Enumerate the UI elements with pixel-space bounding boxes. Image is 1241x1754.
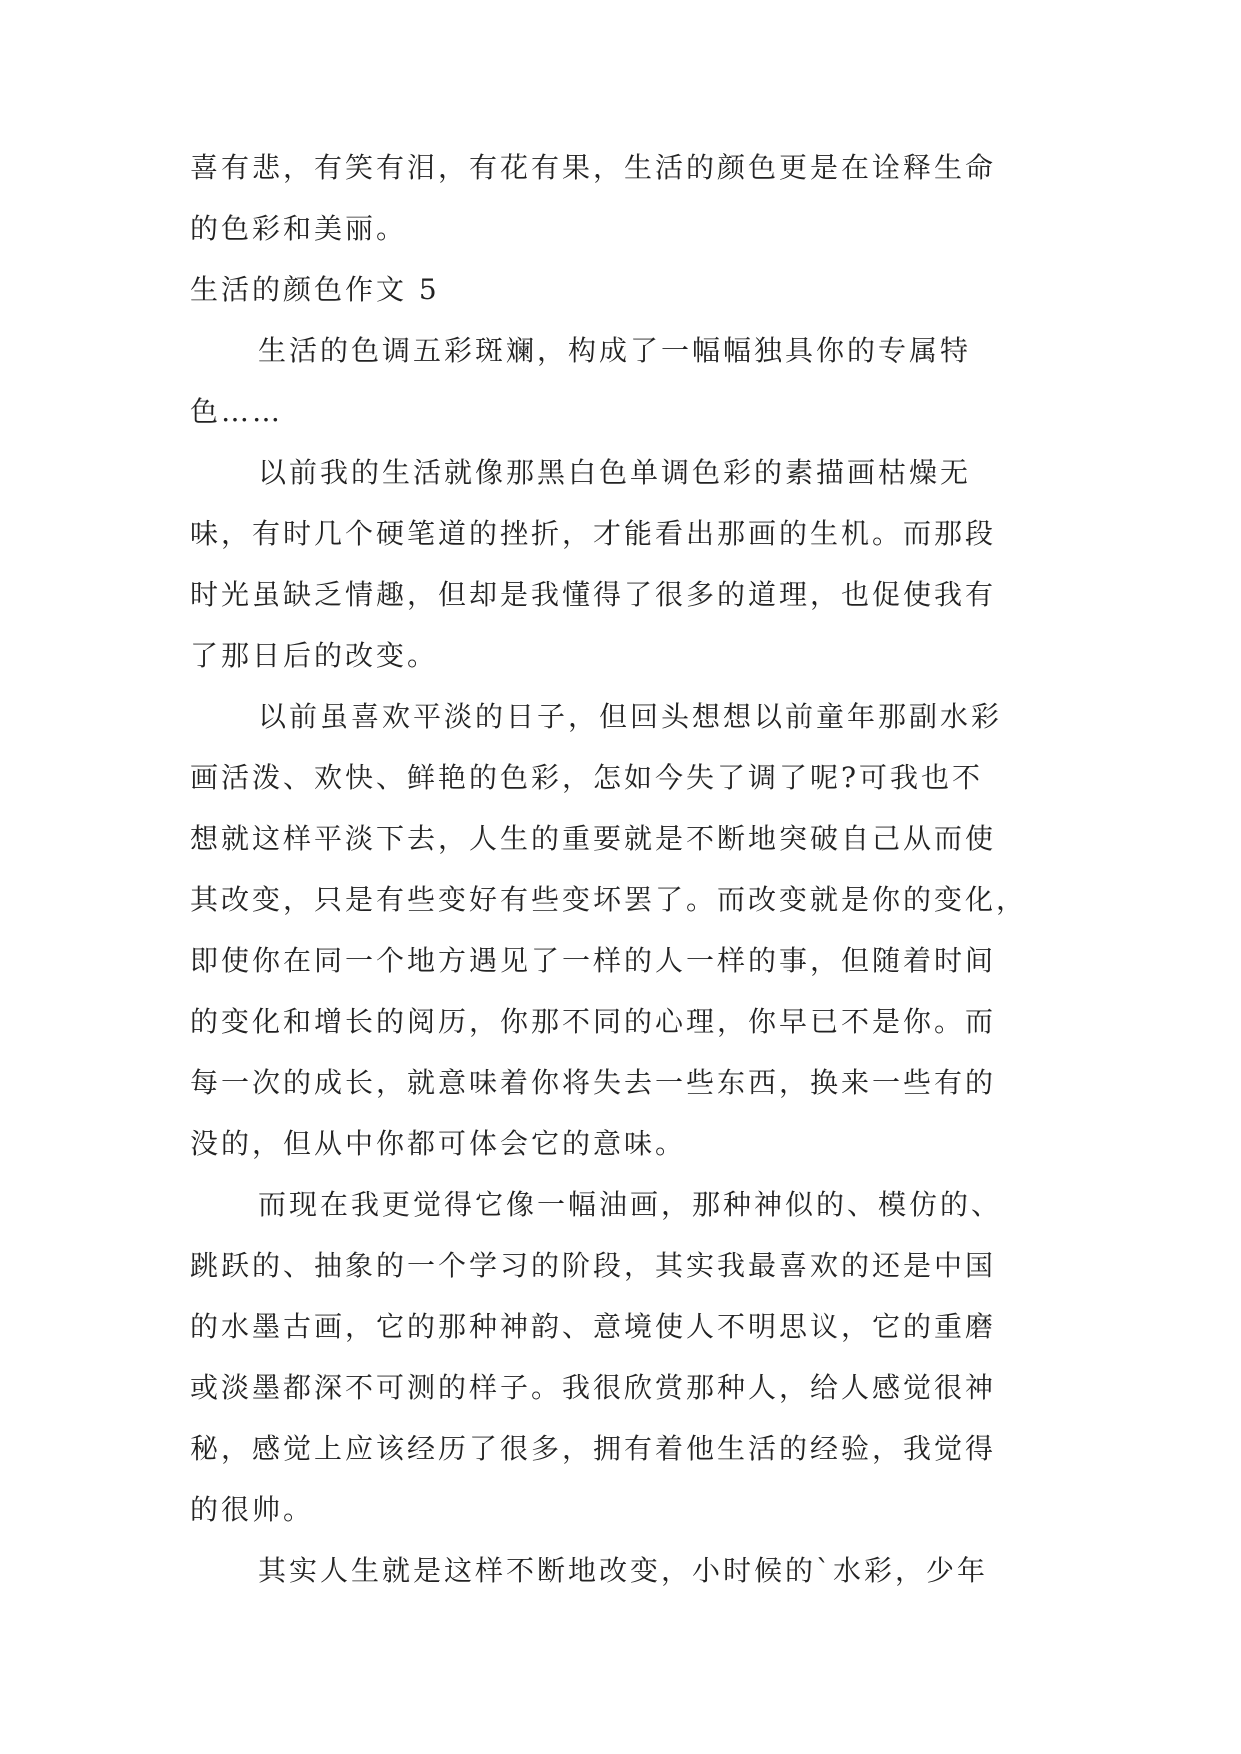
text-line: 的很帅。 — [190, 1493, 315, 1526]
text-line: 生活的色调五彩斑斓，构成了一幅幅独具你的专属特 — [258, 334, 972, 367]
text-line: 的变化和增长的阅历，你那不同的心理，你早已不是你。而 — [190, 1005, 997, 1038]
text-line: 或淡墨都深不可测的样子。我很欣赏那种人，给人感觉很神 — [190, 1371, 997, 1404]
text-line: 以前我的生活就像那黑白色单调色彩的素描画枯燥无 — [258, 456, 972, 489]
text-line: 秘，感觉上应该经历了很多，拥有着他生活的经验，我觉得 — [190, 1432, 997, 1465]
text-line: 的水墨古画，它的那种神韵、意境使人不明思议，它的重磨 — [190, 1310, 997, 1343]
text-line: 的色彩和美丽。 — [190, 212, 408, 245]
text-line: 以前虽喜欢平淡的日子，但回头想想以前童年那副水彩 — [258, 700, 1003, 733]
text-line: 跳跃的、抽象的一个学习的阶段，其实我最喜欢的还是中国 — [190, 1249, 997, 1282]
text-line: 每一次的成长，就意味着你将失去一些东西，换来一些有的 — [190, 1066, 997, 1099]
text-line: 喜有悲，有笑有泪，有花有果，生活的颜色更是在诠释生命 — [190, 151, 997, 184]
section-heading: 生活的颜色作文 5 — [190, 273, 440, 306]
text-line: 时光虽缺乏情趣，但却是我懂得了很多的道理，也促使我有 — [190, 578, 997, 611]
text-line: 其实人生就是这样不断地改变，小时候的`水彩，少年 — [258, 1554, 989, 1587]
text-line: 即使你在同一个地方遇见了一样的人一样的事，但随着时间 — [190, 944, 997, 977]
text-line: 了那日后的改变。 — [190, 639, 439, 672]
text-line: 色…… — [190, 395, 284, 428]
text-line: 想就这样平淡下去，人生的重要就是不断地突破自己从而使 — [190, 822, 997, 855]
text-line: 没的，但从中你都可体会它的意味。 — [190, 1127, 687, 1160]
text-line: 味，有时几个硬笔道的挫折，才能看出那画的生机。而那段 — [190, 517, 997, 550]
text-line: 其改变，只是有些变好有些变坏罢了。而改变就是你的变化， — [190, 883, 1028, 916]
text-line: 而现在我更觉得它像一幅油画，那种神似的、模仿的、 — [258, 1188, 1003, 1221]
text-line: 画活泼、欢快、鲜艳的色彩，怎如今失了调了呢?可我也不 — [190, 761, 984, 794]
